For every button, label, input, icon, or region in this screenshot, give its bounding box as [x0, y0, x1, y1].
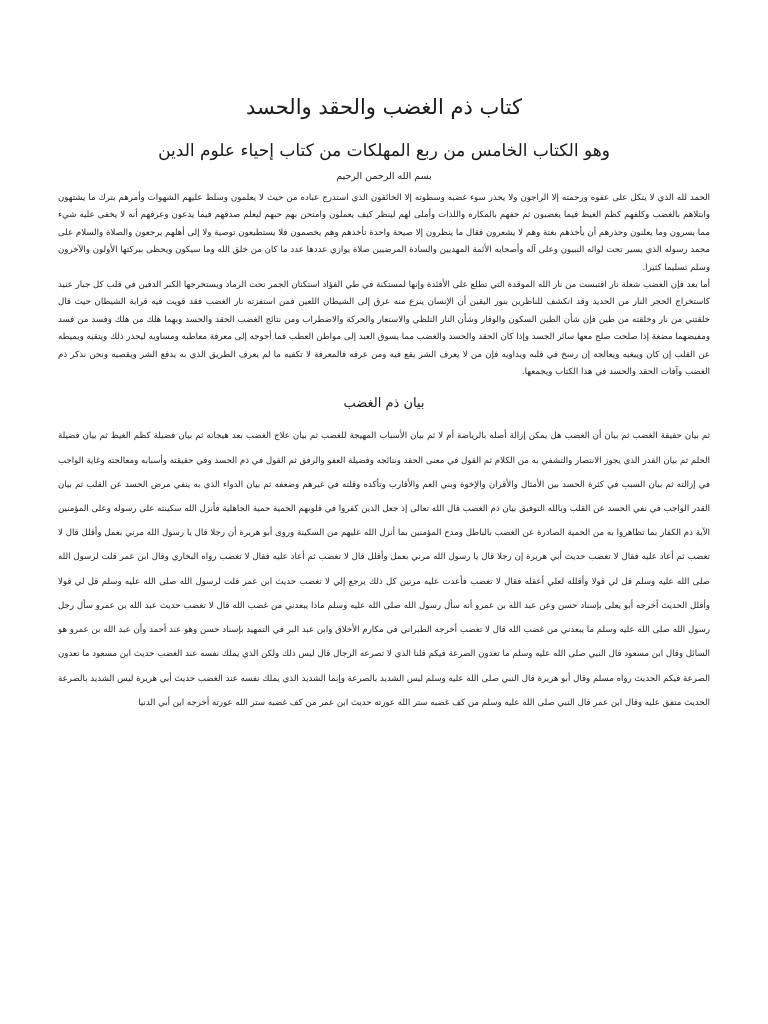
intro-paragraph: أما بعد فإن الغضب شعلة نار اقتبست من نار الله الموقدة التي تطلع على الأفئدة وإنها لمستكنة في طي الفؤاد استكنان الجمر تحت الرماد ويستخرجها الكبر الدفين في قلب كل جبار عنيد كاستخراج الحجر النار من الحديد وقد انكشف للناظرين بنور اليقين أن الإنسان ينزع منه عرق إلى الشيطان اللعين فمن استفزته نار الغضب فقد قويت فيه قرابة الشيطان حيث قال خلقتني من نار وخلقته من طين فإن شأن الطين السكون والوقار وشأن النار التلظي والاستعار والحركة والاضطراب ومن نتائج الغضب الحقد والحسد وبهما هلك من هلك وفسد من فسد ومفيضهما مضغة إذا صلحت صلح معها سائر الجسد وإذا كان الحقد والحسد والغضب مما يسوق العبد إلى مواطن العطب فما أحوجه إلى معرفة معاطبه ومساويه ليحذر ذلك ويتقيه ويميطه عن القلب إن كان ويبغيه ويعالجه إن رسخ في قلبه ويداويه فإن من لا يعرف الشر يقع فيه ومن عرفه فالمعرفة لا تكفيه ما لم يعرف الطريق الذي به يدفع الشر ويقصيه ونحن نذكر ذم الغضب وآفات الحقد والحسد في هذا الكتاب ويجمعها. — [58, 280, 710, 378]
book-subtitle: وهو الكتاب الخامس من ربع المهلكات من كتاب إحياء علوم الدين — [158, 141, 610, 161]
section-paragraph: ثم بيان حقيقة الغضب ثم بيان أن الغضب هل يمكن إزالة أصله بالرياضة أم لا ثم بيان الأسباب المهيجة للغضب ثم بيان علاج الغضب بعد هيجانه ثم بيان فضيلة كظم الغيظ ثم بيان فضيلة الحلم ثم بيان القدر الذي يجوز الانتصار والتشفي به من الكلام ثم القول في معنى الحقد ونتائجه وفضيلة العفو والرفق ثم القول في ذم الحسد وفي حقيقته وأسبابه ومعالجته وغاية الواجب في إزالته ثم بيان السبب في كثرة الحسد بين الأمثال والأقران والإخوة وبني العم والأقارب وتأكده وقلته في غيرهم وضعفه ثم بيان الدواء الذي به ينفي مرض الحسد عن القلب ثم بيان القدر الواجب في نفي الحسد عن القلب وبالله التوفيق بيان ذم الغضب قال الله تعالى إذ جعل الذين كفروا في قلوبهم الحمية حمية الجاهلية فأنزل الله سكينته على رسوله وعلى المؤمنين الآية ذم الكفار بما تظاهروا به من الحمية الصادرة عن الغضب بالباطل ومدح المؤمنين بما أنزل الله عليهم من السكينة وروى أبو هريرة أن رجلا قال يا رسول الله مرني بعمل وأقلل قال لا تغضب ثم أعاد عليه فقال لا تغضب حديث أبي هريرة إن رجلا قال يا رسول الله مرني بعمل وأقلل قال لا تغضب ثم أعاد عليه فقال لا تغضب رواه البخاري وقال ابن عمر قلت لرسول الله صلى الله عليه وسلم قل لي قولا وأقلله لعلي أعقله فقال لا تغضب فأعدت عليه مرتين كل ذلك يرجع إلي لا تغضب حديث ابن عمر قلت لرسول الله صلى الله عليه وسلم قل لي قولا وأقلل الحديث أخرجه أبو يعلى بإسناد حسن وعن عبد الله بن عمرو أنه سأل رسول الله صلى الله عليه وسلم ماذا يبعدني من غضب الله قال لا تغضب حديث عبد الله بن عمرو سأل رجل رسول الله صلى الله عليه وسلم ما يبعدني من غضب الله قال لا تغضب أخرجه الطبراني في مكارم الأخلاق وابن عبد البر في التمهيد بإسناد حسن وهو عند أحمد وأن عبد الله بن عمرو هو السائل وقال ابن مسعود قال النبي صلى الله عليه وسلم ما تعدون الصرعة فيكم قلنا الذي لا تصرعه الرجال قال ليس ذلك ولكن الذي يملك نفسه عند الغضب حديث ابن مسعود ما تعدون الصرعة فيكم الحديث رواه مسلم وقال أبو هريرة قال النبي صلى الله عليه وسلم ليس الشديد بالصرعة وإنما الشديد الذي يملك نفسه عند الغضب حديث أبي هريرة ليس الشديد بالصرعة الحديث متفق عليه وقال ابن عمر قال النبي صلى الله عليه وسلم من كف غضبه ستر الله عورته حديث ابن عمر من كف غضبه ستر الله عورته أخرجه ابن أبي الدنيا — [58, 431, 710, 708]
intro-paragraph: الحمد لله الذي لا يتكل على عفوه ورحمته إلا الراجون ولا يحذر سوء غضبه وسطوته إلا الخائفون الذي استدرج عباده من حيث لا يعلمون وسلط عليهم الشهوات وأمرهم بترك ما يشتهون وابتلاهم بالغضب وكلفهم كظم الغيظ فيما يغضبون ثم حفهم بالمكاره واللذات وأملى لهم لينظر كيف يعملون وامتحن بهم حبهم ليعلم صدقهم فيما يدعون وعرفهم أنه لا يخفى عليه شيء مما يسرون وما يعلنون وحذرهم أن يأخذهم بغتة وهم لا يشعرون فقال ما ينظرون إلا صيحة واحدة تأخذهم وهم يخصمون فلا يستطيعون توصية ولا إلى أهلهم يرجعون والصلاة والسلام على محمد رسوله الذي يسير تحت لوائه النبيون وعلى آله وأصحابه الأئمة المهديين والسادة المرضيين صلاة يوازي عددها عدد ما كان من خلق الله وما سيكون ويحظى ببركتها الأولون والآخرون وسلم تسليما كثيرا. — [58, 193, 710, 273]
section-heading: بيان ذم الغضب — [343, 396, 425, 412]
basmala: بسم الله الرحمن الرحيم — [336, 171, 432, 182]
book-title: كتاب ذم الغضب والحقد والحسد — [245, 95, 522, 119]
